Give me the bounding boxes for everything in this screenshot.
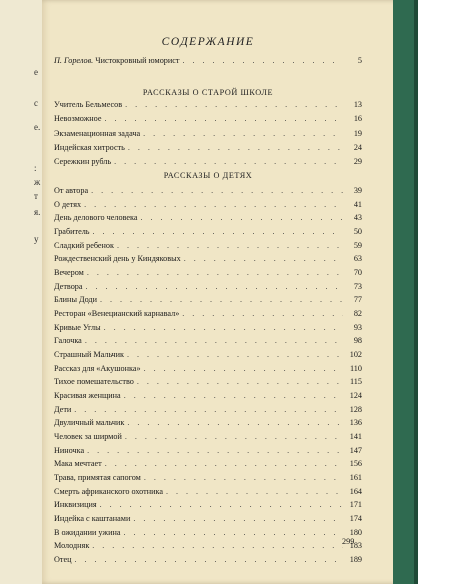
toc-row-page: 136: [349, 418, 362, 428]
section-header: РАССКАЗЫ О ДЕТЯХ: [163, 171, 253, 180]
toc-row-page: 128: [349, 404, 362, 414]
toc-row: [54, 391, 362, 404]
toc-row: [54, 282, 362, 295]
dot-leader: [133, 514, 343, 523]
toc-row-title: Рождественский день у Киндяковых: [54, 254, 181, 264]
toc-row: [54, 418, 362, 431]
toc-row-page: 156: [349, 459, 362, 469]
dot-leader: [87, 446, 343, 455]
dot-leader: [105, 114, 343, 123]
toc-row: [54, 186, 362, 199]
toc-row: [54, 323, 362, 336]
toc-row-title: О детях: [54, 199, 82, 209]
toc-row-page: 70: [353, 268, 362, 277]
dot-leader: [184, 254, 343, 263]
dot-leader: [84, 200, 343, 209]
toc-row-title: Молодняк: [54, 541, 90, 551]
toc-row-page: 164: [349, 486, 362, 496]
toc-row: [54, 143, 362, 156]
prev-page-char: с: [34, 98, 38, 108]
toc-row-page: 73: [353, 281, 362, 291]
toc-row-title: В ожидании ужина: [54, 527, 121, 537]
prev-page-char: т: [34, 191, 38, 201]
toc-row: [54, 200, 362, 213]
toc-row: [54, 514, 362, 527]
toc-row-title: Человек за ширмой: [54, 432, 122, 442]
toc-row-page: 63: [353, 254, 362, 264]
toc-row-page: 24: [353, 142, 362, 152]
page-title: СОДЕРЖАНИЕ: [161, 36, 255, 48]
toc-row-page: 161: [349, 473, 362, 483]
toc-row-title: Смерть африканского охотника: [54, 486, 163, 496]
dot-leader: [123, 528, 343, 537]
toc-row-title: Красивая женщина: [54, 391, 121, 401]
toc-row-title: Сладкий ребенок: [54, 240, 115, 250]
toc-row-title: Грабитель: [54, 227, 90, 236]
toc-row-title: Индейская хитрость: [54, 142, 125, 152]
toc-row: [54, 100, 362, 113]
toc-row-title: Детвора: [54, 281, 83, 291]
toc-row: [54, 555, 362, 568]
dot-leader: [75, 555, 343, 564]
dot-leader: [141, 213, 343, 222]
dot-leader: [127, 350, 343, 359]
toc-row-page: 29: [353, 157, 362, 167]
toc-row-page: 98: [353, 336, 362, 346]
intro-title: Чистокровный юморист: [95, 56, 180, 65]
toc-row-title: Экзаменационная задача: [54, 128, 141, 138]
toc-row-title: Сережкин рубль: [54, 157, 112, 167]
dot-leader: [144, 364, 343, 373]
toc-row: [54, 405, 362, 418]
toc-row-title: Двуличный мальчик: [54, 418, 125, 428]
toc-row-title: Трава, примятая сапогом: [54, 473, 141, 483]
toc-row-page: 41: [353, 199, 362, 209]
toc-row-page: 39: [353, 186, 362, 195]
toc-row-title: Рассказ для «Акушонка»: [54, 363, 141, 373]
dot-leader: [104, 323, 343, 332]
toc-row: [54, 473, 362, 486]
dot-leader: [100, 295, 343, 304]
toc-row: [54, 157, 362, 170]
toc-row-title: Учитель Бельмесов: [54, 100, 123, 109]
prev-page-char: е.: [34, 122, 41, 132]
intro-author: П. Горелов.: [54, 56, 94, 65]
toc-row: [54, 114, 362, 127]
dot-leader: [127, 418, 343, 427]
toc-row-page: 189: [349, 555, 362, 565]
toc-intro-row: [54, 56, 362, 69]
toc-row: [54, 377, 362, 390]
toc-row-page: 16: [353, 114, 362, 124]
dot-leader: [74, 405, 343, 414]
dot-leader: [128, 143, 343, 152]
dot-leader: [125, 432, 343, 441]
toc-row: [54, 295, 362, 308]
dot-leader: [100, 500, 343, 509]
toc-row-title: Отец: [54, 555, 72, 565]
toc-row-title: Страшный Мальчик: [54, 350, 125, 359]
dot-leader: [93, 227, 343, 236]
toc-row: [54, 459, 362, 472]
section-header: РАССКАЗЫ О СТАРОЙ ШКОЛЕ: [142, 88, 274, 97]
dot-leader: [114, 157, 343, 166]
dot-leader: [117, 241, 343, 250]
prev-page-char: е: [34, 67, 38, 77]
toc-row: [54, 446, 362, 459]
dot-leader: [182, 309, 343, 318]
toc-row-page: 82: [353, 309, 362, 318]
dot-leader: [125, 100, 343, 109]
toc-row: [54, 500, 362, 513]
toc-row-title: Тихое помешательство: [54, 377, 134, 387]
page-number: 299: [342, 537, 355, 546]
prev-page-char: я.: [34, 207, 41, 217]
toc-row: [54, 432, 362, 445]
book-cover-edge: [393, 0, 414, 584]
intro-page: 5: [357, 56, 362, 65]
previous-page-edge: [0, 0, 42, 584]
toc-row-page: 183: [349, 541, 362, 551]
toc-row: [54, 528, 362, 541]
toc-row: [54, 309, 362, 322]
toc-row-title: Индейка с каштанами: [54, 514, 131, 524]
toc-row-page: 102: [349, 350, 362, 359]
toc-row: [54, 213, 362, 226]
toc-row-page: 19: [353, 128, 362, 138]
dot-leader: [144, 473, 343, 482]
toc-row: [54, 227, 362, 240]
prev-page-char: ж: [34, 177, 41, 187]
dot-leader: [87, 268, 343, 277]
toc-row-page: 115: [350, 377, 362, 387]
book-page: [42, 0, 400, 584]
toc-row-page: 171: [349, 500, 362, 510]
dot-leader: [143, 129, 343, 138]
dot-leader: [91, 186, 343, 195]
toc-intro-label: [54, 56, 183, 65]
toc-row: [54, 268, 362, 281]
toc-row-title: Ниночка: [54, 445, 85, 455]
prev-page-char: у: [34, 234, 39, 244]
toc-row: [54, 241, 362, 254]
toc-row-title: Невозможное: [54, 114, 102, 124]
toc-row-page: 141: [349, 432, 362, 442]
dot-leader: [86, 282, 343, 291]
toc-row-page: 77: [353, 295, 362, 305]
dot-leader: [92, 541, 343, 550]
dot-leader: [137, 377, 343, 386]
toc-row-page: 174: [349, 514, 362, 524]
toc-row: [54, 254, 362, 267]
book-cover-shadow: [414, 0, 418, 584]
toc-row-title: Ресторан «Венецианский карнавал»: [54, 309, 180, 318]
prev-page-char: :: [34, 163, 37, 173]
dot-leader: [183, 56, 344, 65]
toc-row-page: 110: [350, 363, 362, 373]
toc-row: [54, 364, 362, 377]
toc-row-page: 50: [353, 227, 362, 236]
toc-row: [54, 487, 362, 500]
toc-row: [54, 129, 362, 142]
toc-row: [54, 336, 362, 349]
toc-row-page: 147: [349, 445, 362, 455]
toc-row: [54, 541, 362, 554]
toc-row-page: 13: [353, 100, 362, 109]
toc-row-title: Галочка: [54, 336, 82, 346]
toc-row-title: Кривые Углы: [54, 322, 101, 332]
toc-row-page: 93: [353, 322, 362, 332]
toc-row-title: Мака мечтает: [54, 459, 102, 469]
dot-leader: [124, 391, 343, 400]
toc-row-title: Вечером: [54, 268, 84, 277]
toc-row-title: Инквизиция: [54, 500, 97, 510]
dot-leader: [85, 336, 343, 345]
toc-row-title: День делового человека: [54, 213, 138, 223]
toc-row-page: 43: [353, 213, 362, 223]
toc-row-title: Блины Доди: [54, 295, 97, 305]
toc-row-page: 59: [353, 240, 362, 250]
toc-row: [54, 350, 362, 363]
toc-row-page: 180: [349, 527, 362, 537]
toc-row-title: От автора: [54, 186, 89, 195]
dot-leader: [105, 459, 343, 468]
dot-leader: [166, 487, 343, 496]
toc-row-page: 124: [349, 391, 362, 401]
toc-row-title: Дети: [54, 404, 72, 414]
